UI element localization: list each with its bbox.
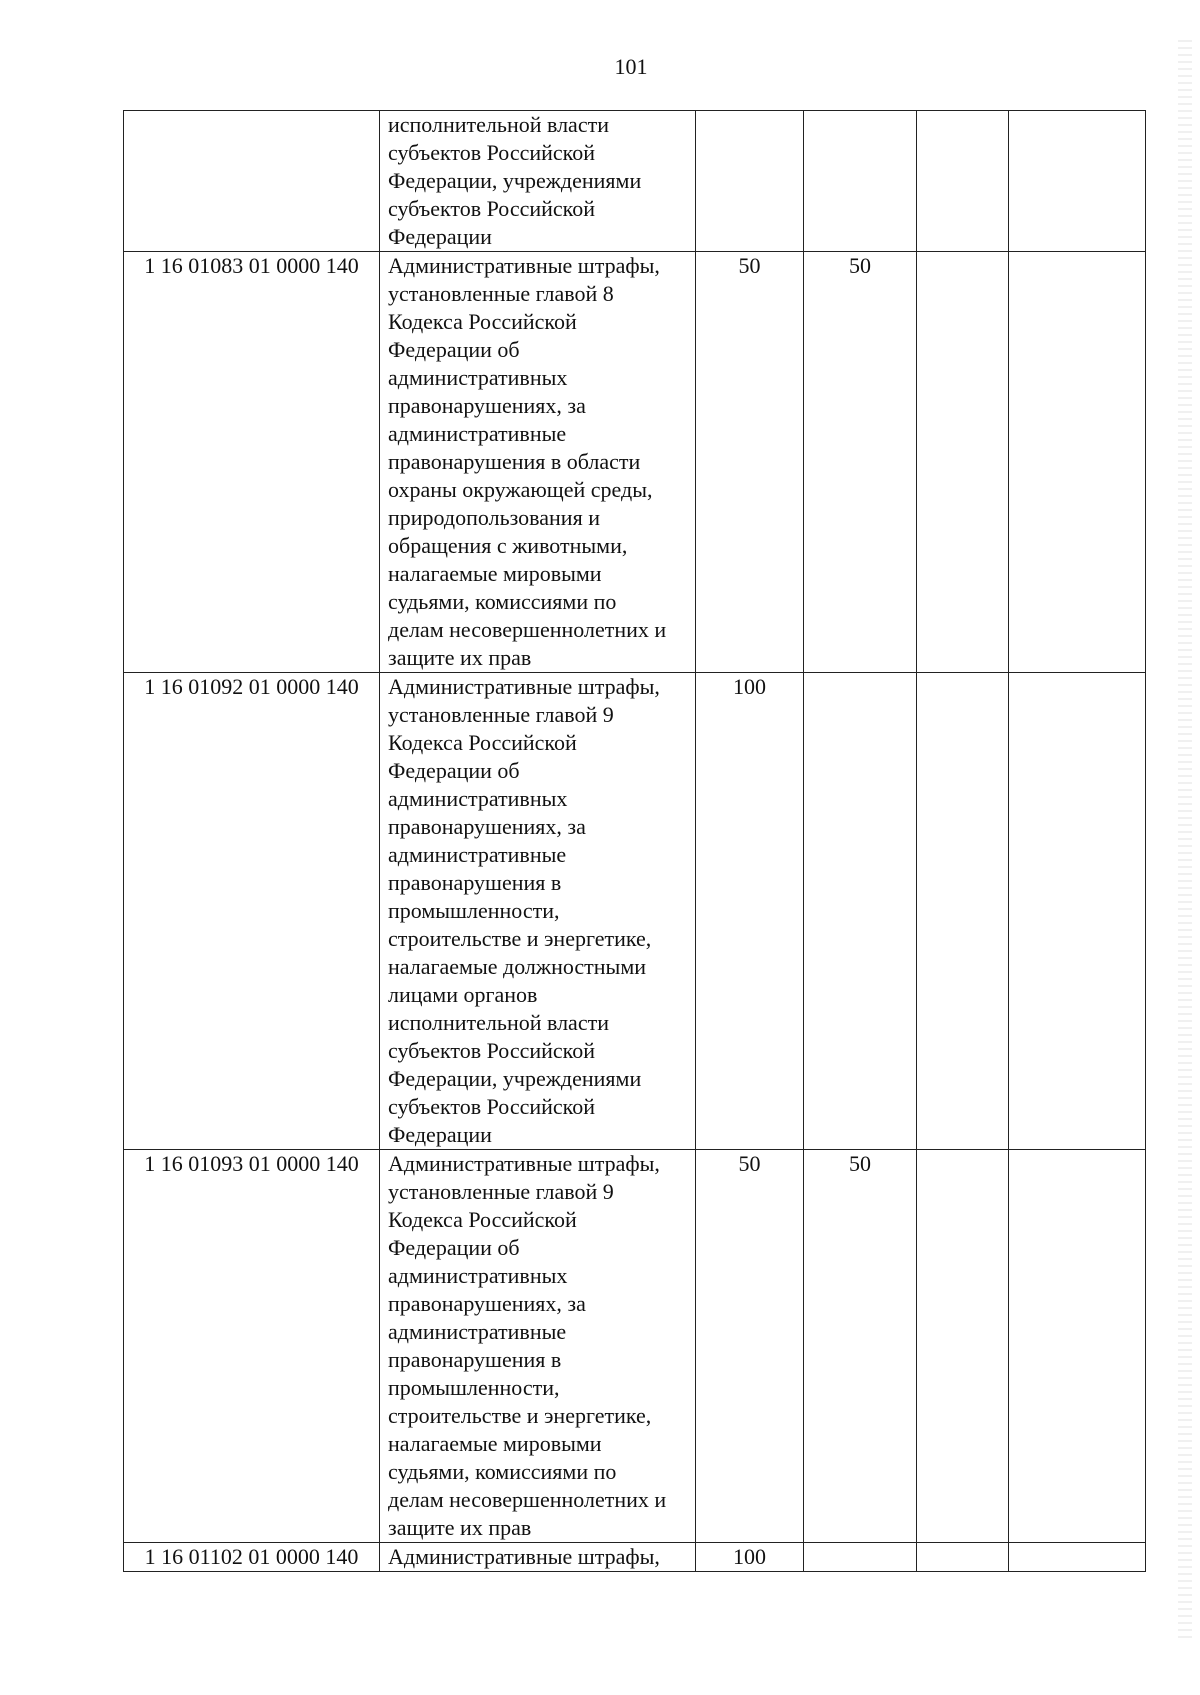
- row-description: исполнительной власти субъектов Российской Федерации, учреждениями субъектов Российской Федерации: [380, 111, 696, 252]
- row-value-col4: 50: [804, 252, 917, 673]
- table-row: [124, 252, 1146, 673]
- row-value-col5: [917, 111, 1009, 252]
- row-value-col6: [1009, 673, 1146, 1150]
- row-value-col3: [696, 111, 804, 252]
- row-value-col6: [1009, 252, 1146, 673]
- row-value-col3: 100: [696, 673, 804, 1150]
- budget-table: [123, 110, 1146, 1572]
- table-row: [124, 111, 1146, 252]
- row-value-col5: [917, 1543, 1009, 1572]
- row-value-col5: [917, 252, 1009, 673]
- row-description: Административные штрафы, установленные главой 8 Кодекса Российской Федерации об административных правонарушениях, за административные правонарушения в области охраны окружающей среды, природопользования и обращения с животными, налагаемые мировыми судьями, комиссиями по делам несовершеннолетних и защите их прав: [380, 252, 696, 673]
- row-code: 1 16 01083 01 0000 140: [124, 252, 380, 673]
- row-code: 1 16 01092 01 0000 140: [124, 673, 380, 1150]
- row-description: Административные штрафы,: [380, 1543, 696, 1572]
- row-code: [124, 111, 380, 252]
- row-value-col6: [1009, 111, 1146, 252]
- row-value-col6: [1009, 1150, 1146, 1543]
- table-row: [124, 1543, 1146, 1572]
- page-number: 101: [614, 54, 648, 79]
- row-code: 1 16 01102 01 0000 140: [124, 1543, 380, 1572]
- row-value-col4: [804, 673, 917, 1150]
- scan-edge-artifact: [1178, 40, 1192, 1640]
- row-description: Административные штрафы, установленные главой 9 Кодекса Российской Федерации об административных правонарушениях, за административные правонарушения в промышленности, строительстве и энергетике, налагаемые мировыми судьями, комиссиями по делам несовершеннолетних и защите их прав: [380, 1150, 696, 1543]
- row-value-col3: 50: [696, 1150, 804, 1543]
- row-description: Административные штрафы, установленные главой 9 Кодекса Российской Федерации об административных правонарушениях, за административные правонарушения в промышленности, строительстве и энергетике, налагаемые должностными лицами органов исполнительной власти субъектов Российской Федерации, учреждениями субъектов Российской Федерации: [380, 673, 696, 1150]
- row-value-col4: [804, 1543, 917, 1572]
- row-value-col4: [804, 111, 917, 252]
- row-value-col4: 50: [804, 1150, 917, 1543]
- row-value-col3: 50: [696, 252, 804, 673]
- row-value-col3: 100: [696, 1543, 804, 1572]
- table-row: [124, 673, 1146, 1150]
- table-row: [124, 1150, 1146, 1543]
- row-value-col5: [917, 673, 1009, 1150]
- row-value-col6: [1009, 1543, 1146, 1572]
- row-code: 1 16 01093 01 0000 140: [124, 1150, 380, 1543]
- row-value-col5: [917, 1150, 1009, 1543]
